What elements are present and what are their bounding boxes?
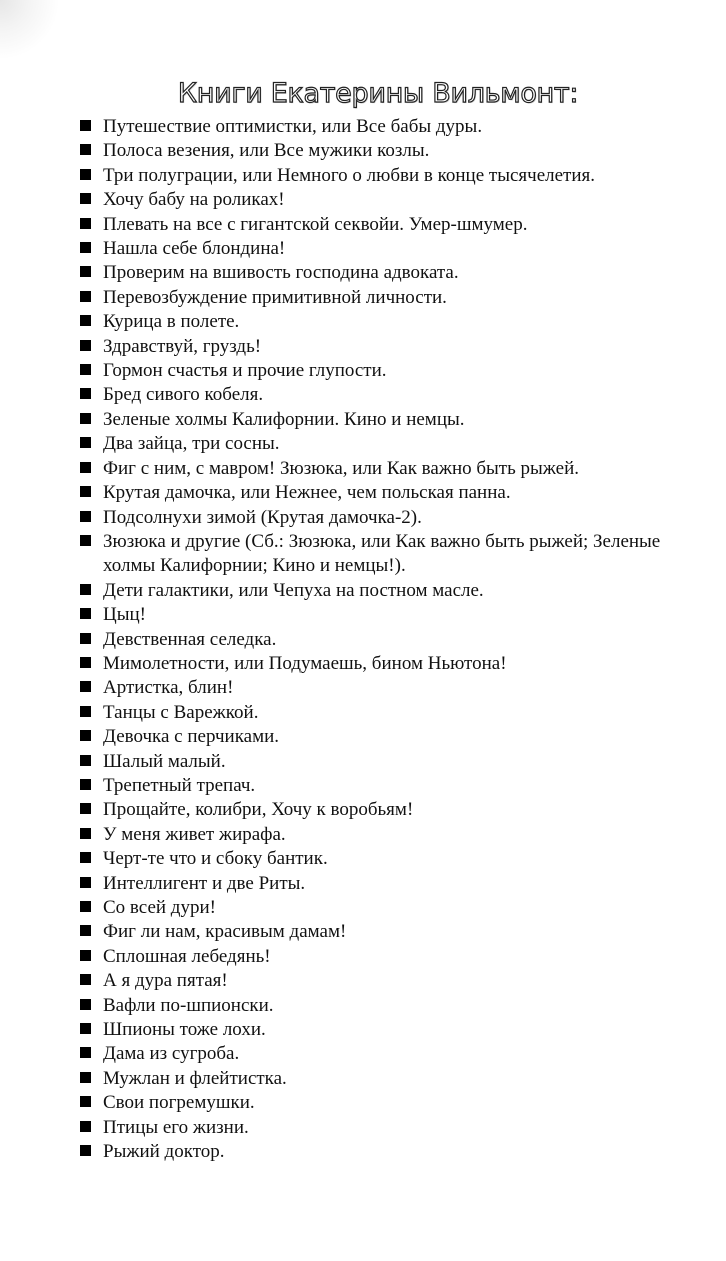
book-title: Интеллигент и две Риты. xyxy=(103,872,306,894)
book-title: Рыжий доктор. xyxy=(103,1141,225,1163)
book-title: Плевать на все с гигантской секвойи. Умер-шмумер. xyxy=(103,213,528,235)
book-title: Крутая дамочка, или Нежнее, чем польская панна. xyxy=(103,482,511,504)
list-item xyxy=(80,481,700,505)
square-bullet-icon xyxy=(80,1096,91,1107)
book-title: Курица в полете. xyxy=(103,311,240,333)
list-item xyxy=(80,1140,700,1164)
book-title: Фиг с ним, с мавром! Зюзюка, или Как важно быть рыжей. xyxy=(103,457,580,479)
book-title: Здравствуй, груздь! xyxy=(103,335,262,357)
square-bullet-icon xyxy=(80,852,91,863)
book-title: Цыц! xyxy=(103,604,146,626)
book-title: Со всей дури! xyxy=(103,897,216,918)
list-item xyxy=(80,676,700,700)
square-bullet-icon xyxy=(80,925,91,936)
square-bullet-icon xyxy=(80,657,91,668)
book-title: Мимолетности, или Подумаешь, бином Ньютона! xyxy=(103,652,507,674)
square-bullet-icon xyxy=(80,291,91,302)
list-item xyxy=(80,945,700,969)
book-title: Подсолнухи зимой (Крутая дамочка-2). xyxy=(103,506,422,528)
book-title: Три полуграции, или Немного о любви в конце тысячелетия. xyxy=(103,164,596,186)
list-item xyxy=(80,164,700,188)
book-title: Птицы его жизни. xyxy=(103,1116,249,1138)
list-item xyxy=(80,1042,700,1066)
list-item xyxy=(80,628,700,652)
square-bullet-icon xyxy=(80,755,91,766)
square-bullet-icon xyxy=(80,437,91,448)
book-title: Два зайца, три сосны. xyxy=(103,433,280,455)
square-bullet-icon xyxy=(80,388,91,399)
book-title: Прощайте, колибри, Хочу к воробьям! xyxy=(103,799,414,821)
book-title: Полоса везения, или Все мужики козлы. xyxy=(103,140,430,162)
list-item xyxy=(80,920,700,944)
list-item xyxy=(80,969,700,993)
page-title: Книги Екатерины Вильмонт: xyxy=(177,78,579,110)
square-bullet-icon xyxy=(80,364,91,375)
square-bullet-icon xyxy=(80,974,91,985)
square-bullet-icon xyxy=(80,486,91,497)
square-bullet-icon xyxy=(80,511,91,522)
book-title: Зеленые холмы Калифорнии. Кино и немцы. xyxy=(103,408,465,430)
book-title: У меня живет жирафа. xyxy=(103,823,286,845)
square-bullet-icon xyxy=(80,828,91,839)
list-item xyxy=(80,310,700,334)
book-title: Нашла себе блондина! xyxy=(103,238,286,260)
square-bullet-icon xyxy=(80,779,91,790)
list-item xyxy=(80,847,700,871)
list-item xyxy=(80,188,700,212)
book-title: Девственная селедка. xyxy=(103,628,277,650)
book-title: Дама из сугроба. xyxy=(103,1043,240,1065)
square-bullet-icon xyxy=(80,608,91,619)
book-title: Черт-те что и сбоку бантик. xyxy=(103,848,328,870)
list-item xyxy=(80,725,700,749)
list-item xyxy=(80,1018,700,1042)
list-item xyxy=(80,872,700,896)
square-bullet-icon xyxy=(80,266,91,277)
square-bullet-icon xyxy=(80,413,91,424)
book-title: Проверим на вшивость господина адвоката. xyxy=(103,262,459,284)
square-bullet-icon xyxy=(80,1121,91,1132)
list-item xyxy=(80,994,700,1018)
square-bullet-icon xyxy=(80,999,91,1010)
square-bullet-icon xyxy=(80,462,91,473)
list-item xyxy=(80,383,700,407)
square-bullet-icon xyxy=(80,144,91,155)
book-title: Дети галактики, или Чепуха на постном масле. xyxy=(103,579,484,601)
book-title: А я дура пятая! xyxy=(103,970,228,992)
square-bullet-icon xyxy=(80,169,91,180)
list-item xyxy=(80,750,700,774)
square-bullet-icon xyxy=(80,730,91,741)
list-item xyxy=(80,432,700,456)
list-item xyxy=(80,1091,700,1115)
corner-shadow xyxy=(0,0,60,60)
list-item xyxy=(80,603,700,627)
square-bullet-icon xyxy=(80,681,91,692)
list-item xyxy=(80,457,700,481)
book-title: Трепетный трепач. xyxy=(103,774,256,796)
list-item xyxy=(80,115,700,139)
book-title: Вафли по-шпионски. xyxy=(103,994,274,1016)
book-title: Гормон счастья и прочие глупости. xyxy=(103,360,387,382)
list-item xyxy=(80,1116,700,1140)
book-title: Мужлан и флейтистка. xyxy=(103,1067,287,1089)
book-list xyxy=(80,115,700,1164)
list-item xyxy=(80,774,700,798)
square-bullet-icon xyxy=(80,877,91,888)
list-item xyxy=(80,530,700,579)
book-title: Зюзюка и другие (Сб.: Зюзюка, или Как важно быть рыжей; Зеленые холмы Калифорнии; Кино и немцы!). xyxy=(103,530,661,577)
square-bullet-icon xyxy=(80,242,91,253)
square-bullet-icon xyxy=(80,584,91,595)
list-item xyxy=(80,798,700,822)
book-title: Артистка, блин! xyxy=(103,677,234,699)
book-title: Хочу бабу на роликах! xyxy=(103,189,285,211)
square-bullet-icon xyxy=(80,218,91,229)
book-title: Бред сивого кобеля. xyxy=(103,384,264,406)
list-item xyxy=(80,652,700,676)
square-bullet-icon xyxy=(80,901,91,912)
square-bullet-icon xyxy=(80,803,91,814)
book-title: Шалый малый. xyxy=(103,750,226,772)
list-item xyxy=(80,213,700,237)
list-item xyxy=(80,139,700,163)
book-title: Перевозбуждение примитивной личности. xyxy=(103,286,447,308)
book-title: Танцы с Варежкой. xyxy=(103,701,259,723)
list-item xyxy=(80,408,700,432)
square-bullet-icon xyxy=(80,633,91,644)
list-item xyxy=(80,823,700,847)
book-title: Путешествие оптимистки, или Все бабы дуры. xyxy=(103,116,483,137)
square-bullet-icon xyxy=(80,1047,91,1058)
square-bullet-icon xyxy=(80,120,91,131)
list-item xyxy=(80,359,700,383)
square-bullet-icon xyxy=(80,1145,91,1156)
list-item xyxy=(80,506,700,530)
square-bullet-icon xyxy=(80,340,91,351)
list-item xyxy=(80,261,700,285)
book-title: Девочка с перчиками. xyxy=(103,726,280,748)
book-title: Фиг ли нам, красивым дамам! xyxy=(103,921,347,943)
book-title: Шпионы тоже лохи. xyxy=(103,1019,266,1041)
square-bullet-icon xyxy=(80,706,91,717)
list-item xyxy=(80,701,700,725)
square-bullet-icon xyxy=(80,1072,91,1083)
list-item xyxy=(80,237,700,261)
square-bullet-icon xyxy=(80,315,91,326)
square-bullet-icon xyxy=(80,535,91,546)
list-item xyxy=(80,1067,700,1091)
list-item xyxy=(80,579,700,603)
book-title: Сплошная лебедянь! xyxy=(103,945,271,967)
square-bullet-icon xyxy=(80,1023,91,1034)
square-bullet-icon xyxy=(80,950,91,961)
square-bullet-icon xyxy=(80,193,91,204)
list-item xyxy=(80,335,700,359)
list-item xyxy=(80,286,700,310)
list-item xyxy=(80,896,700,920)
book-title: Свои погремушки. xyxy=(103,1092,255,1114)
